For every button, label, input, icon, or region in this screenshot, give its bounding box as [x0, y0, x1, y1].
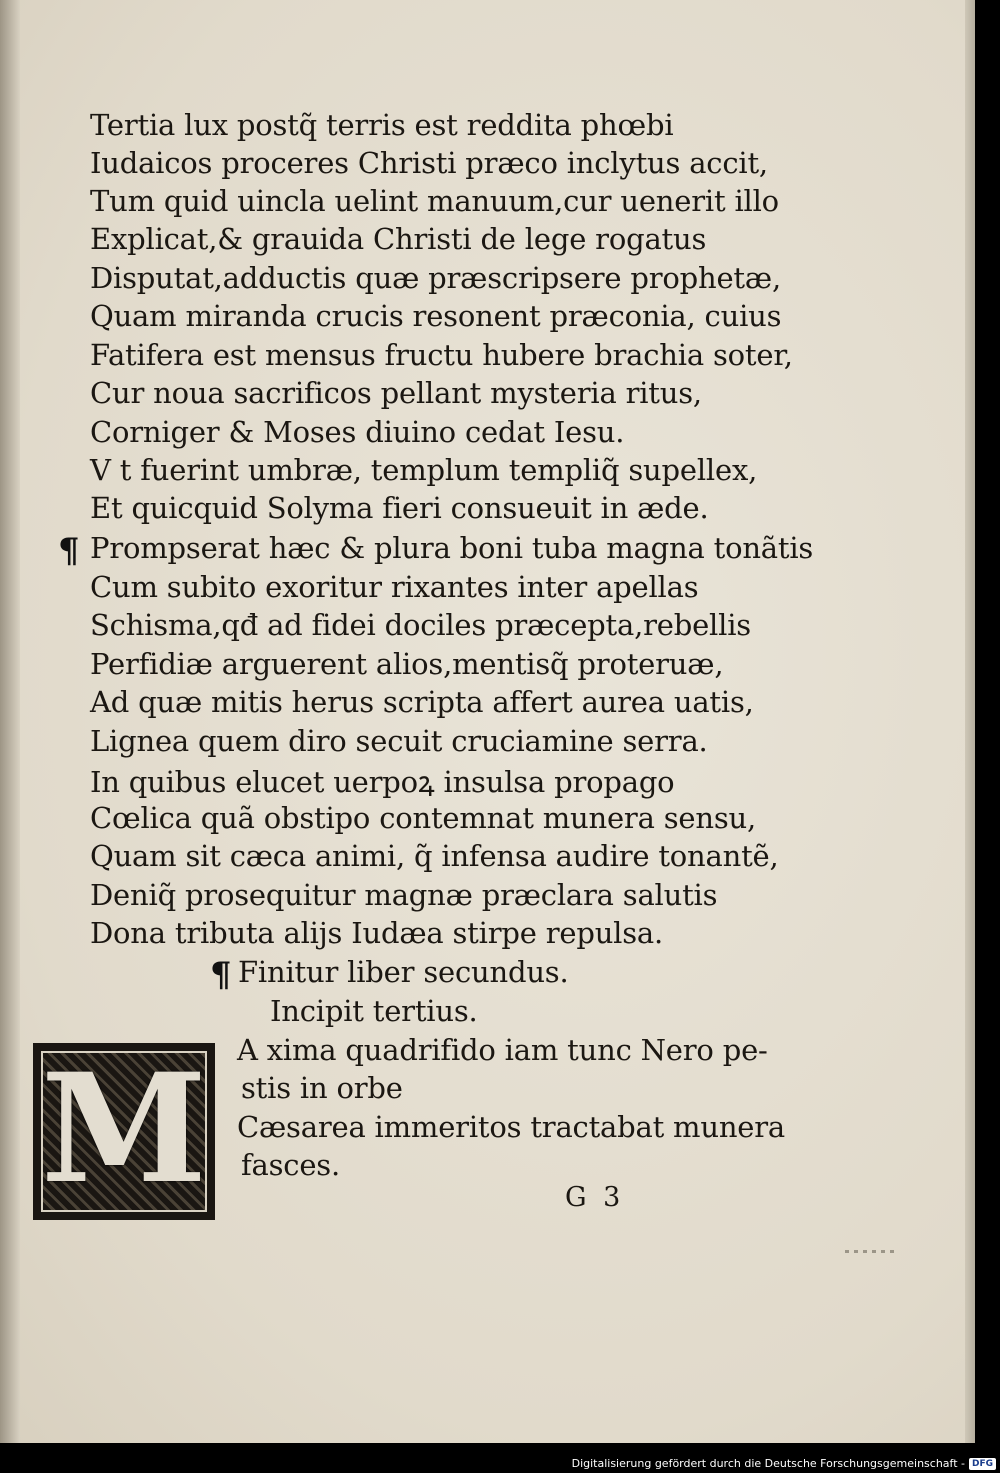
page-gutter — [0, 0, 20, 1443]
digitization-footer — [572, 1457, 996, 1470]
verse-line: Explicat,& grauida Christi de lege rogatus — [90, 222, 707, 256]
verse-line: Quam sit cæca animi, q̃ infensa audire tonantẽ, — [90, 839, 779, 873]
verse-line: V t fuerint umbræ, templum templiq̃ supellex, — [90, 453, 758, 487]
pilcrow-mark: ¶ — [58, 531, 80, 571]
verse-line: stis in orbe — [241, 1071, 403, 1105]
verse-line: Fatifera est mensus fructu hubere brachia soter, — [90, 338, 793, 372]
book-start-heading: Incipit tertius. — [270, 994, 478, 1028]
verse-line: Ad quæ mitis herus scripta affert aurea uatis, — [90, 685, 754, 719]
verse-line: Et quicquid Solyma fieri consueuit in æde. — [90, 491, 709, 525]
page-edge — [965, 0, 975, 1443]
verse-line: A xima quadrifido iam tunc Nero pe- — [237, 1033, 768, 1067]
verse-line: fasces. — [241, 1148, 341, 1182]
verse-line: Dona tributa alijs Iudæa stirpe repulsa. — [90, 916, 664, 950]
verse-line: Cum subito exoritur rixantes inter apellas — [90, 570, 699, 604]
book-end-heading: Finitur liber secundus. — [238, 955, 569, 989]
verse-line: Deniq̃ prosequitur magnæ præclara salutis — [90, 878, 718, 912]
verse-line: Corniger & Moses diuino cedat Iesu. — [90, 415, 625, 449]
footer-text: Digitalisierung gefördert durch die Deutsche Forschungsgemeinschaft - — [571, 1457, 965, 1470]
verse-line: In quibus elucet uerpoꝝ insulsa propago — [90, 765, 675, 799]
verse-line: Disputat,adductis quæ præscripsere prophetæ, — [90, 261, 781, 295]
verse-line: Cœlica quã obstipo contemnat munera sensu, — [90, 801, 757, 835]
verse-line: Tum quid uincla uelint manuum,cur uenerit illo — [90, 184, 779, 218]
verse-line: Perfidiæ arguerent alios,mentisq̃ proteruæ, — [90, 647, 724, 681]
pilcrow-mark: ¶ — [210, 955, 232, 995]
verse-line: Iudaicos proceres Christi præco inclytus accit, — [90, 146, 768, 180]
verse-line: Cur noua sacrificos pellant mysteria ritus, — [90, 376, 702, 410]
verse-line: Prompserat hæc & plura boni tuba magna tonãtis — [90, 531, 814, 565]
decorated-initial — [33, 1043, 215, 1220]
initial-letter: M — [40, 1041, 208, 1217]
page-marks — [845, 1250, 895, 1253]
verse-line: Schisma,qđ ad fidei dociles præcepta,rebellis — [90, 608, 751, 642]
dfg-logo: DFG — [969, 1458, 996, 1470]
verse-line: Tertia lux postq̃ terris est reddita phœbi — [90, 108, 674, 142]
verse-line: Cæsarea immeritos tractabat munera — [237, 1110, 786, 1144]
verse-line: Lignea quem diro secuit cruciamine serra. — [90, 724, 708, 758]
verse-line: Quam miranda crucis resonent præconia, cuius — [90, 299, 782, 333]
signature-mark: G 3 — [565, 1182, 621, 1213]
